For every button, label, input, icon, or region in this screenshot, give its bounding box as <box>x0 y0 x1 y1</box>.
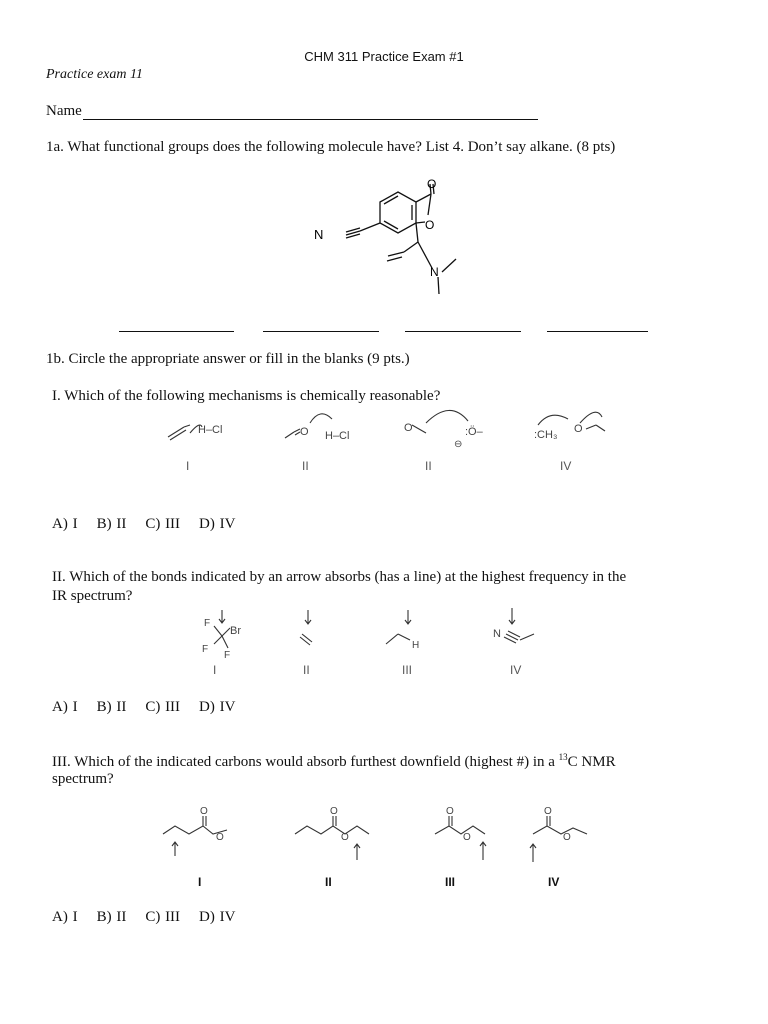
nmr-o-label-2: O <box>216 832 224 843</box>
choices-III[interactable]: A) I B) II C) III D) IV <box>52 909 236 925</box>
nitrile-n2-label: N <box>493 628 501 640</box>
name-label: Name <box>46 103 82 119</box>
mech-label-4: IV <box>560 459 572 473</box>
question-III-line2: spectrum? <box>52 771 114 787</box>
choices-II[interactable]: A) I B) II C) III D) IV <box>52 699 236 715</box>
nmr-o-label-6: O <box>463 832 471 843</box>
name-underline <box>83 105 538 120</box>
f-label-1: F <box>204 618 211 629</box>
ir-label-2: II <box>303 663 310 677</box>
mech-label-1: I <box>186 459 190 473</box>
ir-label-1: I <box>213 663 217 677</box>
benzene-ring <box>380 192 416 233</box>
question-II-line2: IR spectrum? <box>52 588 133 604</box>
nmr-o-label-8: O <box>563 832 571 843</box>
nmr-label-1: I <box>198 875 202 889</box>
carbonyl-o3-label: O <box>404 422 413 434</box>
nmr-o-label-5: O <box>446 806 454 817</box>
ether-o-label: O <box>574 423 583 435</box>
nmr-structures-row <box>155 804 595 868</box>
molecule-1a <box>300 172 480 302</box>
question-III-text-post: C NMR <box>567 754 616 770</box>
answer-blank-4[interactable] <box>547 330 648 332</box>
nmr-o-label-1: O <box>200 806 208 817</box>
mech-label-3: II <box>425 459 432 473</box>
nmr-label-4: IV <box>548 875 560 889</box>
carbonyl-o2-label: O <box>300 426 309 438</box>
methyl-label: :CH₃ <box>534 429 558 441</box>
choices-I[interactable]: A) I B) II C) III D) IV <box>52 516 236 532</box>
question-II-line1: II. Which of the bonds indicated by an arrow absorbs (has a line) at the highest frequency in the <box>52 569 627 585</box>
hcl-label: H–Cl <box>198 424 223 436</box>
hcl2-label: H–Cl <box>325 430 350 442</box>
question-I: I. Which of the following mechanisms is chemically reasonable? <box>52 388 441 404</box>
name-field[interactable] <box>46 103 538 120</box>
nitrile-n-label: N <box>314 227 324 242</box>
ir-structures-row <box>190 606 570 658</box>
exam-subtitle: Practice exam 11 <box>46 67 143 82</box>
negative-charge-label: ⊖ <box>454 439 463 450</box>
answer-blank-2[interactable] <box>263 330 379 332</box>
amine-n-label: N <box>430 265 439 279</box>
question-1a: 1a. What functional groups does the following molecule have? List 4. Don’t say alkane. (8 pts) <box>46 139 616 155</box>
question-III-superscript: 13 <box>558 752 568 762</box>
br-label: Br <box>230 625 241 637</box>
f-label-3: F <box>224 650 231 658</box>
question-1b: 1b. Circle the appropriate answer or fill in the blanks (9 pts.) <box>46 351 410 367</box>
f-label-2: F <box>202 644 209 655</box>
page-header: CHM 311 Practice Exam #1 <box>304 49 464 64</box>
question-III-line1 <box>52 752 616 771</box>
answer-blank-3[interactable] <box>405 330 521 332</box>
nmr-label-2: II <box>325 875 332 889</box>
nmr-label-3: III <box>445 875 456 889</box>
ir-label-4: IV <box>510 663 522 677</box>
nmr-o-label-4: O <box>341 832 349 843</box>
h-label: H <box>412 640 420 651</box>
question-III-text: III. Which of the indicated carbons would absorb furthest downfield (highest #) in a <box>52 754 559 770</box>
ir-label-3: III <box>402 663 413 677</box>
answer-blank-1[interactable] <box>119 330 234 332</box>
hydroxide-label: :Ö– <box>465 426 483 438</box>
mech-label-2: II <box>302 459 309 473</box>
carbonyl-o-label: O <box>427 177 437 191</box>
nmr-o-label-3: O <box>330 806 338 817</box>
ring-o-label: O <box>425 218 435 232</box>
mechanisms-row <box>150 405 620 455</box>
nmr-o-label-7: O <box>544 806 552 817</box>
